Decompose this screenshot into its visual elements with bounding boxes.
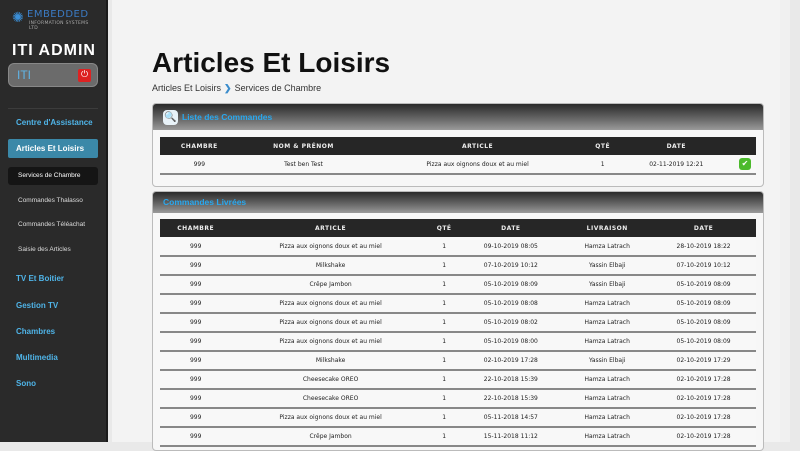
panel-header (153, 192, 763, 213)
table-cell: Hamza Latrach (563, 427, 651, 446)
nav-articles-loisirs[interactable]: Articles Et Loisirs (8, 139, 98, 158)
table-cell: Hamza Latrach (563, 408, 651, 427)
table-cell: 02-10-2019 17:29 (651, 351, 756, 370)
table-cell: Hamza Latrach (563, 370, 651, 389)
table-cell: 999 (160, 389, 231, 408)
table-row (160, 275, 756, 294)
table-cell: 02-10-2019 17:28 (651, 427, 756, 446)
subnav-saisie-articles[interactable]: Saisie des Articles (18, 246, 71, 253)
table-cell: 22-10-2018 15:39 (458, 370, 563, 389)
column-header: LIVRAISON (563, 219, 651, 237)
table-cell: Crêpe Jambon (231, 275, 429, 294)
panel-title: Commandes Livrées (163, 197, 247, 207)
table-row (160, 389, 756, 408)
table-cell: 1 (430, 294, 459, 313)
column-header: CHAMBRE (160, 219, 231, 237)
table-cell: 02-10-2019 17:28 (651, 389, 756, 408)
table-cell: 999 (160, 313, 231, 332)
cell-qte: 1 (587, 155, 619, 174)
table-cell: 1 (430, 332, 459, 351)
table-cell: Milkshake (231, 351, 429, 370)
sidebar (0, 0, 108, 442)
table-row (160, 408, 756, 427)
delivered-table (160, 219, 756, 447)
column-header: QTÉ (430, 219, 459, 237)
table-cell: 05-10-2019 08:09 (651, 313, 756, 332)
table-cell: 05-10-2019 08:02 (458, 313, 563, 332)
page-title: Articles Et Loisirs (152, 47, 391, 78)
table-cell: 07-10-2019 10:12 (458, 256, 563, 275)
table-cell: Pizza aux oignons doux et au miel (231, 237, 429, 256)
cell-nom: Test ben Test (239, 155, 369, 174)
table-cell: Hamza Latrach (563, 294, 651, 313)
table-cell: Yassin Elbaji (563, 256, 651, 275)
table-cell: Pizza aux oignons doux et au miel (231, 408, 429, 427)
table-cell: 1 (430, 313, 459, 332)
table-cell: Pizza aux oignons doux et au miel (231, 332, 429, 351)
table-cell: 1 (430, 408, 459, 427)
table-cell: 999 (160, 351, 231, 370)
company-logo (12, 9, 92, 29)
cell-date: 02-11-2019 12:21 (619, 155, 735, 174)
table-cell: 05-10-2019 08:09 (651, 332, 756, 351)
table-cell: 05-10-2019 08:00 (458, 332, 563, 351)
cell-article: Pizza aux oignons doux et au miel (368, 155, 587, 174)
divider (8, 108, 98, 109)
table-row (160, 155, 756, 174)
table-cell: 1 (430, 351, 459, 370)
column-header: DATE (458, 219, 563, 237)
column-header: QTÉ (587, 137, 619, 155)
table-cell: Milkshake (231, 256, 429, 275)
table-row (160, 313, 756, 332)
table-cell: Cheesecake OREO (231, 370, 429, 389)
user-box (8, 63, 98, 87)
table-cell: 999 (160, 332, 231, 351)
table-cell: 1 (430, 237, 459, 256)
main-content (112, 0, 790, 442)
column-header-empty (734, 137, 756, 155)
panel-title: Liste des Commandes (182, 112, 273, 122)
check-icon[interactable]: ✔ (739, 158, 751, 170)
table-cell: Crêpe Jambon (231, 427, 429, 446)
search-icon: 🔍 (164, 112, 177, 124)
column-header: NOM & PRÉNOM (239, 137, 369, 155)
delivered-panel (152, 191, 764, 451)
table-cell: 999 (160, 294, 231, 313)
table-cell: 09-10-2019 08:05 (458, 237, 563, 256)
table-row (160, 256, 756, 275)
table-row (160, 427, 756, 446)
nav-chambres[interactable]: Chambres (16, 327, 56, 336)
table-cell: 1 (430, 275, 459, 294)
brand-title: ITI ADMIN (12, 42, 96, 59)
logo-subtitle: INFORMATION SYSTEMS LTD (29, 21, 89, 31)
table-cell: 1 (430, 370, 459, 389)
table-cell: 15-11-2018 11:12 (458, 427, 563, 446)
table-cell: Hamza Latrach (563, 389, 651, 408)
logo-icon: ✺ (12, 10, 24, 26)
table-cell: 999 (160, 370, 231, 389)
breadcrumb (152, 83, 321, 94)
table-cell: 07-10-2019 10:12 (651, 256, 756, 275)
nav-gestion-tv[interactable]: Gestion TV (16, 301, 59, 310)
table-cell: Pizza aux oignons doux et au miel (231, 313, 429, 332)
table-row (160, 351, 756, 370)
table-cell: Yassin Elbaji (563, 351, 651, 370)
table-cell: Cheesecake OREO (231, 389, 429, 408)
column-header: ARTICLE (368, 137, 587, 155)
column-header: DATE (651, 219, 756, 237)
table-cell: 999 (160, 237, 231, 256)
table-row (160, 294, 756, 313)
table-cell: 05-10-2019 08:09 (458, 275, 563, 294)
table-cell: 05-10-2019 08:08 (458, 294, 563, 313)
panel-header (153, 104, 763, 130)
column-header: DATE (619, 137, 735, 155)
table-cell: Pizza aux oignons doux et au miel (231, 294, 429, 313)
cell-action (734, 155, 756, 174)
orders-table (160, 137, 756, 175)
table-cell: 999 (160, 427, 231, 446)
nav-centre-assistance[interactable]: Centre d'Assistance (16, 118, 93, 127)
logo-title: EMBEDDED (27, 9, 89, 20)
table-row (160, 237, 756, 256)
table-cell: 05-10-2019 08:09 (651, 275, 756, 294)
username: ITI (17, 68, 31, 82)
table-cell: 1 (430, 427, 459, 446)
table-cell: 999 (160, 256, 231, 275)
cell-chambre: 999 (160, 155, 239, 174)
breadcrumb-item: Services de Chambre (234, 83, 322, 93)
table-cell: 02-10-2019 17:28 (458, 351, 563, 370)
table-row (160, 332, 756, 351)
table-cell: 999 (160, 275, 231, 294)
table-cell: 22-10-2018 15:39 (458, 389, 563, 408)
nav-tv-boitier[interactable]: TV Et Boitier (16, 274, 65, 283)
table-cell: Hamza Latrach (563, 237, 651, 256)
column-header: CHAMBRE (160, 137, 239, 155)
table-cell: 1 (430, 256, 459, 275)
scrollbar[interactable] (780, 0, 790, 442)
orders-panel (152, 103, 764, 187)
column-header: ARTICLE (231, 219, 429, 237)
table-cell: 999 (160, 408, 231, 427)
subnav-commandes-teleachat[interactable]: Commandes Téléachat (18, 221, 86, 228)
power-icon[interactable]: ⏻ (78, 69, 91, 82)
table-cell: Yassin Elbaji (563, 275, 651, 294)
table-cell: 02-10-2019 17:28 (651, 370, 756, 389)
table-cell: Hamza Latrach (563, 332, 651, 351)
table-cell: 05-10-2019 08:09 (651, 294, 756, 313)
table-cell: 1 (430, 389, 459, 408)
table-cell: 05-11-2018 14:57 (458, 408, 563, 427)
subnav-commandes-thalasso[interactable]: Commandes Thalasso (18, 197, 83, 204)
table-cell: 28-10-2019 18:22 (651, 237, 756, 256)
subnav-services-chambre[interactable]: Services de Chambre (8, 167, 98, 185)
chevron-right-icon: ❯ (224, 83, 232, 93)
nav-multimedia[interactable]: Multimedia (16, 353, 58, 362)
breadcrumb-item[interactable]: Articles Et Loisirs (152, 83, 222, 93)
table-cell: 02-10-2019 17:28 (651, 408, 756, 427)
table-row (160, 370, 756, 389)
nav-sono[interactable]: Sono (16, 379, 36, 388)
table-cell: Hamza Latrach (563, 313, 651, 332)
